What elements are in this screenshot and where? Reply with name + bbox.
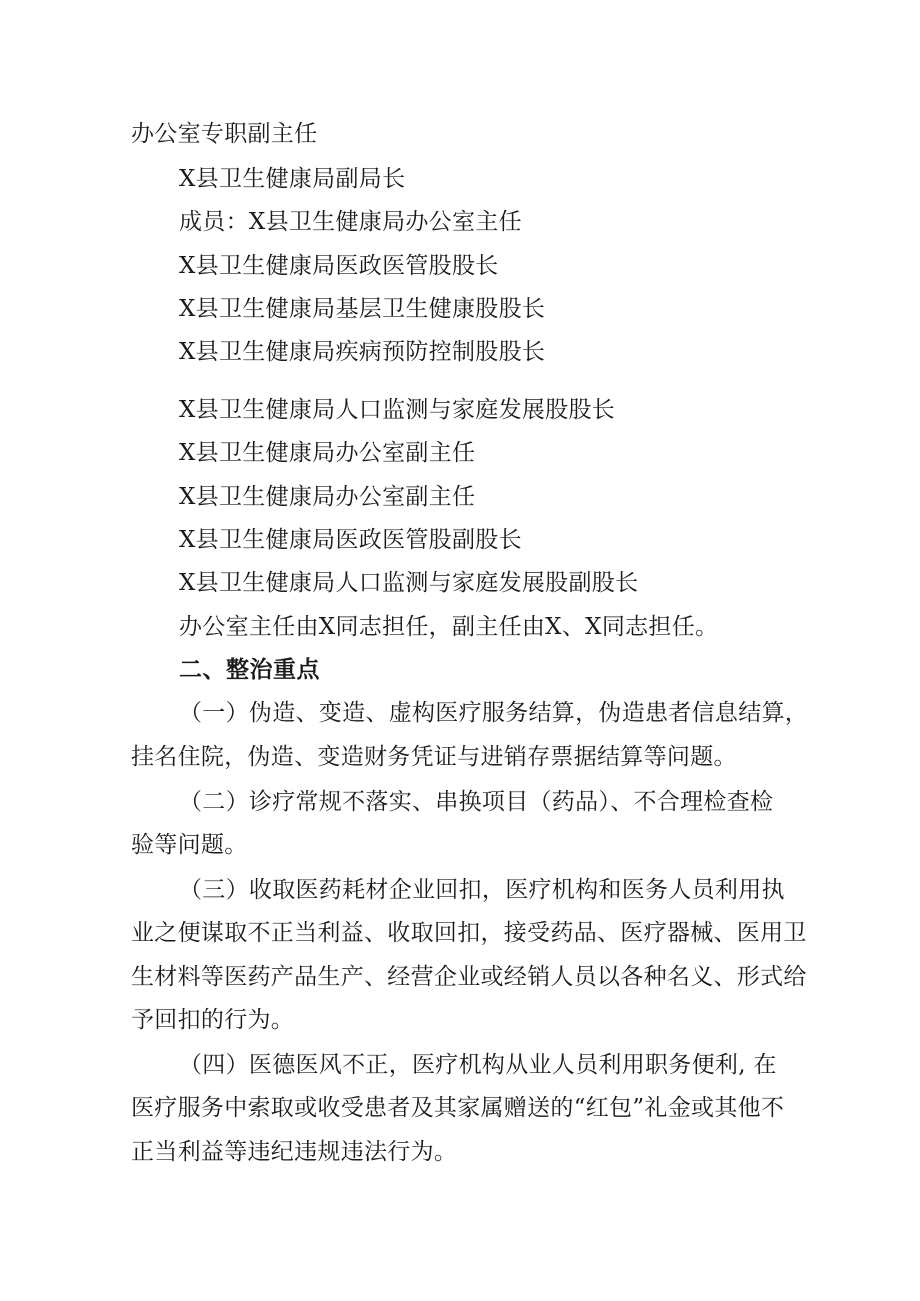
list-line: X县卫生健康局人口监测与家庭发展股副股长 — [179, 570, 639, 596]
list-line: 成员：X县卫生健康局办公室主任 — [179, 209, 522, 235]
list-line: X县卫生健康局办公室副主任 — [179, 440, 476, 466]
list-line: X县卫生健康局办公室副主任 — [179, 484, 476, 510]
paragraph-line: 验等问题。 — [131, 832, 248, 858]
list-line: X县卫生健康局基层卫生健康股股长 — [179, 296, 546, 322]
list-line: 办公室主任由X同志担任，副主任由X、X同志担任。 — [179, 614, 719, 640]
paragraph-line: 医疗服务中索取或收受患者及其家属赠送的“红包”礼金或其他不 — [131, 1095, 785, 1121]
paragraph-line: 生材料等医药产品生产、经营企业或经销人员以各种名义、形式给 — [131, 964, 807, 990]
section-heading: 二、整治重点 — [179, 657, 320, 683]
list-line: X县卫生健康局副局长 — [179, 166, 406, 192]
paragraph-line: 业之便谋取不正当利益、收取回扣，接受药品、医疗器械、医用卫 — [131, 920, 807, 946]
paragraph-line: （四）医德医风不正，医疗机构从业人员利用职务便利, 在 — [179, 1052, 777, 1078]
paragraph-line: （一）伪造、变造、虚构医疗服务结算，伪造患者信息结算， — [179, 700, 809, 726]
list-line: X县卫生健康局疾病预防控制股股长 — [179, 339, 546, 365]
paragraph-line: （二）诊疗常规不落实、串换项目（药品）、不合理检查检 — [179, 789, 774, 815]
list-line: X县卫生健康局医政医管股副股长 — [179, 527, 522, 553]
list-line: X县卫生健康局人口监测与家庭发展股股长 — [179, 397, 616, 423]
paragraph-line: 正当利益等违纪违规违法行为。 — [131, 1139, 458, 1165]
paragraph-line: 挂名住院，伪造、变造财务凭证与进销存票据结算等问题。 — [131, 744, 737, 770]
list-line: 办公室专职副主任 — [131, 121, 318, 147]
paragraph-line: 予回扣的行为。 — [131, 1007, 295, 1033]
paragraph-line: （三）收取医药耗材企业回扣，医疗机构和医务人员利用执 — [179, 877, 785, 903]
list-line: X县卫生健康局医政医管股股长 — [179, 253, 499, 279]
